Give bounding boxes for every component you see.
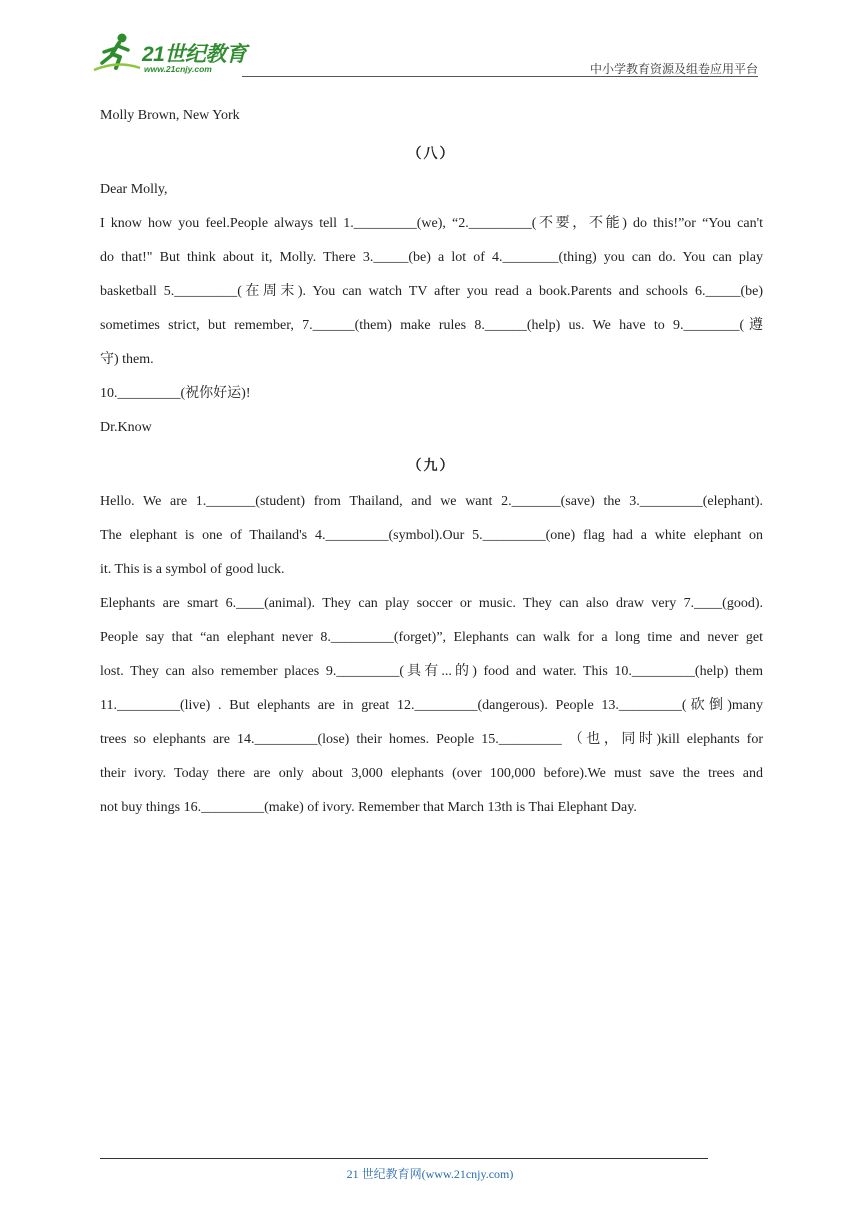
section-9-line: People say that “an elephant never 8._________(forget)”, Elephants can walk for a long time and never get <box>100 630 763 645</box>
section-9-line: Hello. We are 1._______(student) from Thailand, and we want 2._______(save) the 3._________(elephant). <box>100 494 763 509</box>
section-9-line: lost. They can also remember places 9._________(具有...的) food and water. This 10._________(help) them <box>100 664 763 679</box>
section-9-line: it. This is a symbol of good luck. <box>100 562 285 577</box>
section-8-closing: 10._________(祝你好运)! <box>100 386 251 401</box>
document-body <box>100 101 763 827</box>
section-9-line: Elephants are smart 6.____(animal). They can play soccer or music. They can also draw very 7.____(good). <box>100 596 763 611</box>
section-9-line: not buy things 16._________(make) of ivory. Remember that March 13th is Thai Elephant Day. <box>100 800 637 815</box>
section-8-line: sometimes strict, but remember, 7.______(them) make rules 8.______(help) us. We have to 9.________(遵 <box>100 318 763 333</box>
section-8-line: I know how you feel.People always tell 1._________(we), “2._________(不要，不能) do this!”or “You can't <box>100 216 763 231</box>
header-divider <box>242 76 758 77</box>
section-9-line: 11._________(live) . But elephants are in great 12._________(dangerous). People 13._________(砍倒)many <box>100 698 763 713</box>
runner-icon <box>92 30 142 74</box>
page-footer: 21 世纪教育网(www.21cnjy.com) <box>346 1167 514 1181</box>
section-9-line: their ivory. Today there are only about 3,000 elephants (over 100,000 before).We must save the trees and <box>100 766 763 781</box>
header-tagline: 中小学教育资源及组卷应用平台 <box>589 62 758 76</box>
section-9-line: trees so elephants are 14._________(lose) their homes. People 15._________ （也，同时)kill elephants for <box>100 732 763 747</box>
section-8-line: basketball 5._________(在周末). You can watch TV after you read a book.Parents and schools 6._____(be) <box>100 284 763 299</box>
logo <box>92 30 262 74</box>
section-9-heading: （九） <box>407 458 456 474</box>
logo-text: 21世纪教育 <box>142 43 247 66</box>
section-8-line: do that!" But think about it, Molly. There 3._____(be) a lot of 4.________(thing) you can do. You can play <box>100 250 763 265</box>
section-9-line: The elephant is one of Thailand's 4._________(symbol).Our 5._________(one) flag had a white elephant on <box>100 528 763 543</box>
section-8-greeting: Dear Molly, <box>100 182 168 197</box>
section-8-signature: Dr.Know <box>100 420 152 435</box>
logo-url: www.21cnjy.com <box>144 64 212 74</box>
section-8-line: 守) them. <box>100 352 154 367</box>
page-header <box>92 30 758 78</box>
footer-divider <box>100 1158 708 1159</box>
previous-letter-signature: Molly Brown, New York <box>100 108 240 123</box>
section-8-heading: （八） <box>407 146 456 162</box>
